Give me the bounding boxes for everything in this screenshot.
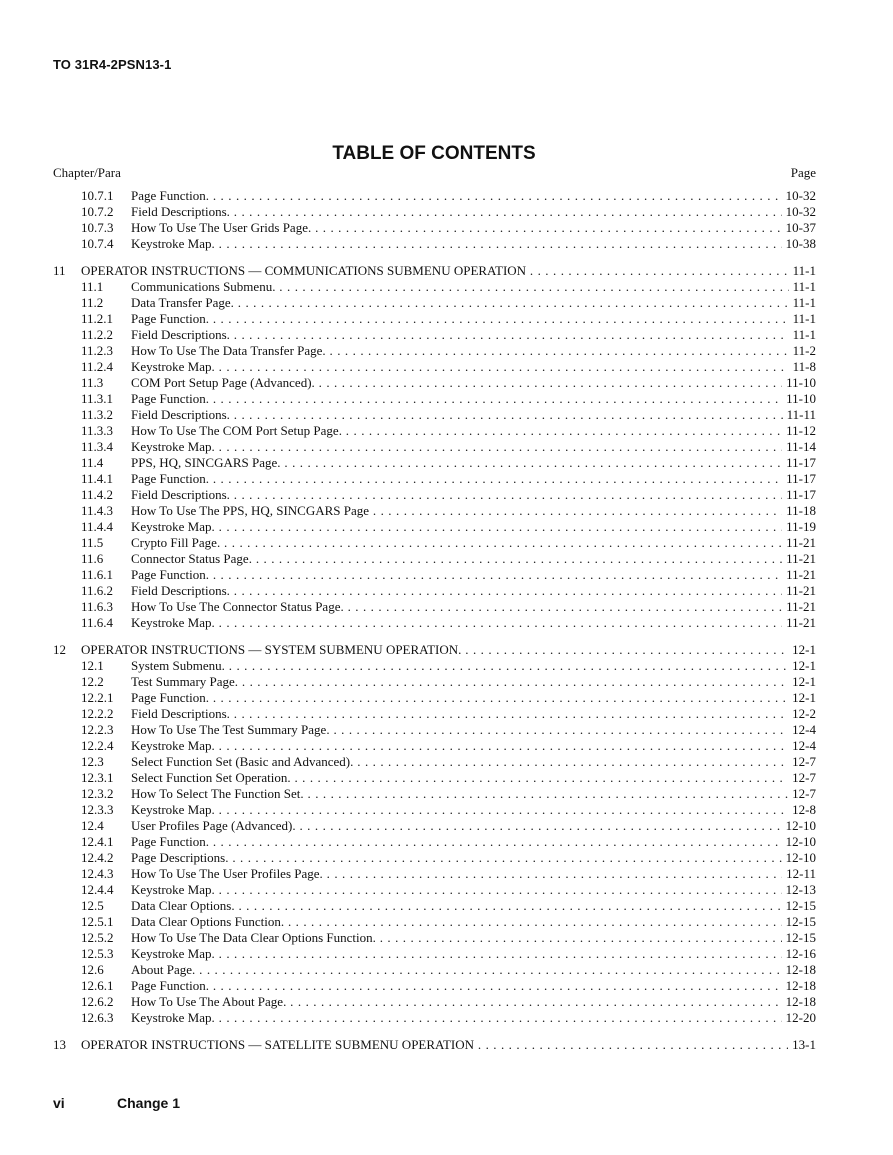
toc-entry-title: How To Use The PPS, HQ, SINCGARS Page . . . xyxy=(131,503,782,519)
toc-entry-page: 12-11 xyxy=(782,866,816,882)
toc-entry-title: Keystroke Map. . . . xyxy=(131,1010,782,1026)
toc-entry-page: 11-1 xyxy=(789,295,816,311)
toc-section-entry[interactable] xyxy=(53,391,816,407)
toc-entry-page: 12-2 xyxy=(788,706,816,722)
toc-entry-title: How To Use The About Page. . . . xyxy=(131,994,782,1010)
toc-entry-title: OPERATOR INSTRUCTIONS — SYSTEM SUBMENU OPERATION. . . . xyxy=(81,642,788,658)
toc-entry-number: 12.2.2 xyxy=(81,706,114,721)
toc-entry-number: 11.1 xyxy=(81,279,104,294)
toc-entry-title: How To Select The Function Set. . . . xyxy=(131,786,788,802)
footer-change-label: Change 1 xyxy=(117,1095,181,1111)
toc-section-entry[interactable] xyxy=(53,535,816,551)
toc-entry-page: 10-37 xyxy=(782,220,816,236)
toc-entry-page: 11-12 xyxy=(782,423,816,439)
toc-entry-page: 12-8 xyxy=(788,802,816,818)
toc-entry-number: 11.6 xyxy=(81,551,104,566)
toc-entry-page: 12-10 xyxy=(782,818,816,834)
toc-section-entry[interactable] xyxy=(53,1010,816,1026)
toc-entry-number: 11.6.1 xyxy=(81,567,114,582)
toc-entry-page: 11-14 xyxy=(782,439,816,455)
toc-entry-title: Field Descriptions. . . . xyxy=(131,204,782,220)
toc-section-entry[interactable] xyxy=(53,343,816,359)
toc-section-entry[interactable] xyxy=(53,818,816,834)
toc-entry-number: 12.4.2 xyxy=(81,850,114,865)
toc-section-entry[interactable] xyxy=(53,866,816,882)
toc-entry-title: Connector Status Page. . . . xyxy=(131,551,782,567)
toc-section-entry[interactable] xyxy=(53,834,816,850)
toc-entry-title: PPS, HQ, SINCGARS Page. . . . xyxy=(131,455,782,471)
toc-entry-page: 12-10 xyxy=(782,850,816,866)
toc-section-entry[interactable] xyxy=(53,311,816,327)
toc-entry-page: 12-1 xyxy=(788,690,816,706)
toc-entry-page: 11-21 xyxy=(782,551,816,567)
toc-entry-title: Data Clear Options. . . . xyxy=(131,898,782,914)
toc-entry-page: 12-1 xyxy=(788,674,816,690)
toc-entry-title: Field Descriptions. . . . xyxy=(131,327,789,343)
toc-section-entry[interactable] xyxy=(53,658,816,674)
toc-entry-title: User Profiles Page (Advanced). . . . xyxy=(131,818,782,834)
toc-entry-number: 11.2.1 xyxy=(81,311,114,326)
toc-entry-page: 12-7 xyxy=(788,786,816,802)
toc-section-entry[interactable] xyxy=(53,439,816,455)
toc-entry-title: About Page. . . . xyxy=(131,962,782,978)
toc-entry-page: 11-21 xyxy=(782,615,816,631)
toc-section-entry[interactable] xyxy=(53,754,816,770)
toc-entry-number: 13 xyxy=(53,1037,66,1052)
toc-entry-number: 12 xyxy=(53,642,66,657)
toc-entry-title: Data Clear Options Function. . . . xyxy=(131,914,782,930)
toc-section-entry[interactable] xyxy=(53,674,816,690)
toc-entry-number: 12.6.2 xyxy=(81,994,114,1009)
toc-entry-number: 11.4.4 xyxy=(81,519,114,534)
toc-section-entry[interactable] xyxy=(53,423,816,439)
toc-entry-page: 10-32 xyxy=(782,204,816,220)
toc-entry-number: 11.3.1 xyxy=(81,391,114,406)
toc-entry-page: 12-18 xyxy=(782,994,816,1010)
toc-entry-title: How To Use The User Grids Page. . . . xyxy=(131,220,782,236)
toc-entry-page: 12-18 xyxy=(782,962,816,978)
toc-chapter-entry[interactable] xyxy=(53,1037,816,1053)
toc-entry-page: 12-15 xyxy=(782,930,816,946)
toc-entry-number: 12.2.3 xyxy=(81,722,114,737)
toc-entry-title: Keystroke Map. . . . xyxy=(131,882,782,898)
toc-section-entry[interactable] xyxy=(53,722,816,738)
toc-entry-title: Keystroke Map. . . . xyxy=(131,738,788,754)
toc-entry-page: 10-38 xyxy=(782,236,816,252)
toc-chapter-entry[interactable] xyxy=(53,642,816,658)
toc-entry-title: COM Port Setup Page (Advanced). . . . xyxy=(131,375,782,391)
toc-entry-title: Field Descriptions. . . . xyxy=(131,706,788,722)
toc-entry-number: 11.3.3 xyxy=(81,423,114,438)
toc-entry-title: Keystroke Map. . . . xyxy=(131,802,788,818)
toc-entry-number: 11.5 xyxy=(81,535,104,550)
toc-entry-title: OPERATOR INSTRUCTIONS — COMMUNICATIONS SUBMENU OPERATION . . . xyxy=(81,263,789,279)
toc-entry-page: 11-8 xyxy=(789,359,816,375)
toc-entry-title: Communications Submenu. . . . xyxy=(131,279,789,295)
toc-section-entry[interactable] xyxy=(53,962,816,978)
toc-entry-number: 12.6.1 xyxy=(81,978,114,993)
toc-entry-page: 12-16 xyxy=(782,946,816,962)
toc-entry-title: Keystroke Map. . . . xyxy=(131,519,782,535)
toc-entry-page: 12-15 xyxy=(782,898,816,914)
toc-entry-number: 12.6.3 xyxy=(81,1010,114,1025)
page-footer xyxy=(53,1095,181,1111)
toc-entry-title: Page Function. . . . xyxy=(131,311,789,327)
toc-section-entry[interactable] xyxy=(53,551,816,567)
toc-entry-page: 12-1 xyxy=(788,642,816,658)
toc-section-entry[interactable] xyxy=(53,279,816,295)
column-header-page: Page xyxy=(790,165,816,180)
toc-entry-title: Page Descriptions. . . . xyxy=(131,850,782,866)
toc-section-entry[interactable] xyxy=(53,690,816,706)
toc-entry-page: 11-1 xyxy=(789,311,816,327)
toc-section-entry[interactable] xyxy=(53,615,816,631)
toc-section-entry[interactable] xyxy=(53,327,816,343)
toc-section-entry[interactable] xyxy=(53,487,816,503)
toc-entry-page: 11-11 xyxy=(783,407,816,423)
toc-entry-number: 11.4.3 xyxy=(81,503,114,518)
toc-section-entry[interactable] xyxy=(53,519,816,535)
toc-entry-page: 12-20 xyxy=(782,1010,816,1026)
toc-entry-title: System Submenu. . . . xyxy=(131,658,788,674)
toc-entry-number: 11.2 xyxy=(81,295,104,310)
toc-entry-title: Keystroke Map. . . . xyxy=(131,236,782,252)
toc-entry-number: 12.4.1 xyxy=(81,834,114,849)
toc-entry-page: 11-10 xyxy=(782,375,816,391)
toc-entry-title: Select Function Set (Basic and Advanced). . . . xyxy=(131,754,788,770)
toc-entry-number: 12.2.4 xyxy=(81,738,114,753)
toc-section-entry[interactable] xyxy=(53,407,816,423)
toc-entry-number: 10.7.1 xyxy=(81,188,114,203)
toc-entry-page: 12-7 xyxy=(788,770,816,786)
toc-entry-number: 12.3.2 xyxy=(81,786,114,801)
toc-entry-page: 13-1 xyxy=(788,1037,816,1053)
toc-entry-number: 12.4.3 xyxy=(81,866,114,881)
toc-section-entry[interactable] xyxy=(53,786,816,802)
toc-entry-number: 11.2.3 xyxy=(81,343,114,358)
toc-entry-page: 11-2 xyxy=(789,343,816,359)
toc-entry-number: 12.5.1 xyxy=(81,914,114,929)
toc-entry-title: Select Function Set Operation. . . . xyxy=(131,770,788,786)
toc-entry-page: 12-18 xyxy=(782,978,816,994)
toc-section-entry[interactable] xyxy=(53,236,816,252)
toc-section-entry[interactable] xyxy=(53,295,816,311)
toc-entry-title: How To Use The Test Summary Page. . . . xyxy=(131,722,788,738)
toc-entry-title: Page Function. . . . xyxy=(131,391,782,407)
toc-entry-number: 11 xyxy=(53,263,66,278)
toc-section-entry[interactable] xyxy=(53,599,816,615)
toc-entry-number: 12.6 xyxy=(81,962,104,977)
toc-entry-number: 12.5.3 xyxy=(81,946,114,961)
toc-entry-number: 11.3 xyxy=(81,375,104,390)
toc-section-entry[interactable] xyxy=(53,770,816,786)
toc-entry-number: 11.3.4 xyxy=(81,439,114,454)
toc-entry-number: 11.2.4 xyxy=(81,359,114,374)
toc-entry-title: Keystroke Map. . . . xyxy=(131,946,782,962)
toc-entry-number: 10.7.2 xyxy=(81,204,114,219)
toc-entry-number: 12.3.3 xyxy=(81,802,114,817)
toc-section-entry[interactable] xyxy=(53,375,816,391)
toc-entry-number: 10.7.4 xyxy=(81,236,114,251)
toc-entry-page: 10-32 xyxy=(782,188,816,204)
toc-entry-title: How To Use The Data Transfer Page. . . . xyxy=(131,343,789,359)
toc-entry-number: 12.3 xyxy=(81,754,104,769)
toc-section-entry[interactable] xyxy=(53,946,816,962)
toc-entry-title: Crypto Fill Page. . . . xyxy=(131,535,782,551)
toc-entry-title: Field Descriptions. . . . xyxy=(131,583,782,599)
page-title: TABLE OF CONTENTS xyxy=(332,143,536,164)
toc-section-entry[interactable] xyxy=(53,567,816,583)
toc-entry-title: Keystroke Map. . . . xyxy=(131,359,789,375)
toc-section-entry[interactable] xyxy=(53,738,816,754)
toc-entry-title: How To Use The Connector Status Page. . . . xyxy=(131,599,782,615)
toc-section-entry[interactable] xyxy=(53,994,816,1010)
footer-page-number: vi xyxy=(53,1095,65,1111)
toc-entry-page: 11-17 xyxy=(782,471,816,487)
toc-entry-title: How To Use The COM Port Setup Page. . . . xyxy=(131,423,782,439)
toc-entry-page: 11-21 xyxy=(782,583,816,599)
toc-section-entry[interactable] xyxy=(53,220,816,236)
toc-section-entry[interactable] xyxy=(53,204,816,220)
toc-section-entry[interactable] xyxy=(53,898,816,914)
document-id: TO 31R4-2PSN13-1 xyxy=(53,57,172,72)
toc-entry-page: 12-7 xyxy=(788,754,816,770)
toc-section-entry[interactable] xyxy=(53,471,816,487)
toc-section-entry[interactable] xyxy=(53,978,816,994)
toc-entry-page: 11-17 xyxy=(782,487,816,503)
toc-entry-number: 11.4.2 xyxy=(81,487,114,502)
toc-section-entry[interactable] xyxy=(53,914,816,930)
toc-entry-page: 12-10 xyxy=(782,834,816,850)
toc-entry-title: Page Function. . . . xyxy=(131,690,788,706)
toc-entry-title: Test Summary Page. . . . xyxy=(131,674,788,690)
toc-entry-page: 11-17 xyxy=(782,455,816,471)
toc-entry-title: Page Function. . . . xyxy=(131,471,782,487)
toc-section-entry[interactable] xyxy=(53,503,816,519)
toc-entry-page: 11-19 xyxy=(782,519,816,535)
toc-entry-number: 11.6.4 xyxy=(81,615,114,630)
toc-section-entry[interactable] xyxy=(53,850,816,866)
toc-entry-page: 11-18 xyxy=(782,503,816,519)
toc-entry-title: Data Transfer Page. . . . xyxy=(131,295,789,311)
toc-entry-title: Field Descriptions. . . . xyxy=(131,407,783,423)
toc-entry-number: 11.6.2 xyxy=(81,583,114,598)
toc-entry-title: Page Function. . . . xyxy=(131,188,782,204)
toc-chapter-entry[interactable] xyxy=(53,263,816,279)
toc-entry-title: Page Function. . . . xyxy=(131,834,782,850)
toc-entry-page: 12-15 xyxy=(782,914,816,930)
toc-entry-number: 12.2 xyxy=(81,674,104,689)
toc-entry-number: 11.4.1 xyxy=(81,471,114,486)
toc-entry-number: 12.5 xyxy=(81,898,104,913)
toc-section-entry[interactable] xyxy=(53,802,816,818)
toc-entry-title: How To Use The User Profiles Page. . . . xyxy=(131,866,782,882)
toc-entry-page: 11-1 xyxy=(789,327,816,343)
toc-section-entry[interactable] xyxy=(53,188,816,204)
toc-entry-page: 11-1 xyxy=(789,279,816,295)
toc-entry-page: 12-4 xyxy=(788,722,816,738)
toc-entry-title: Keystroke Map. . . . xyxy=(131,439,782,455)
toc-entry-title: OPERATOR INSTRUCTIONS — SATELLITE SUBMENU OPERATION . . . xyxy=(81,1037,788,1053)
toc-entry-page: 12-13 xyxy=(782,882,816,898)
toc-section-entry[interactable] xyxy=(53,455,816,471)
toc-entry-page: 12-1 xyxy=(788,658,816,674)
toc-entry-number: 12.1 xyxy=(81,658,104,673)
toc-section-entry[interactable] xyxy=(53,359,816,375)
toc-section-entry[interactable] xyxy=(53,882,816,898)
toc-entry-number: 12.4 xyxy=(81,818,104,833)
toc-entry-number: 11.3.2 xyxy=(81,407,114,422)
toc-entry-page: 11-10 xyxy=(782,391,816,407)
toc-entry-title: Page Function. . . . xyxy=(131,567,782,583)
toc-entry-number: 12.3.1 xyxy=(81,770,114,785)
toc-section-entry[interactable] xyxy=(53,583,816,599)
toc-entry-number: 11.6.3 xyxy=(81,599,114,614)
toc-entry-title: How To Use The Data Clear Options Function. . . . xyxy=(131,930,782,946)
toc-entry-number: 12.2.1 xyxy=(81,690,114,705)
toc-entry-number: 10.7.3 xyxy=(81,220,114,235)
toc-entry-page: 11-21 xyxy=(782,599,816,615)
toc-entry-page: 11-1 xyxy=(789,263,816,279)
toc-section-entry[interactable] xyxy=(53,706,816,722)
toc-entry-title: Field Descriptions. . . . xyxy=(131,487,782,503)
toc-entry-number: 11.2.2 xyxy=(81,327,114,342)
toc-entry-number: 11.4 xyxy=(81,455,104,470)
toc-entry-page: 11-21 xyxy=(782,567,816,583)
toc-entry-number: 12.4.4 xyxy=(81,882,114,897)
toc-entry-page: 11-21 xyxy=(782,535,816,551)
toc-list xyxy=(53,188,816,1053)
column-header-chapter: Chapter/Para xyxy=(53,165,121,180)
toc-entry-title: Keystroke Map. . . . xyxy=(131,615,782,631)
toc-section-entry[interactable] xyxy=(53,930,816,946)
toc-entry-page: 12-4 xyxy=(788,738,816,754)
toc-entry-number: 12.5.2 xyxy=(81,930,114,945)
toc-entry-title: Page Function. . . . xyxy=(131,978,782,994)
